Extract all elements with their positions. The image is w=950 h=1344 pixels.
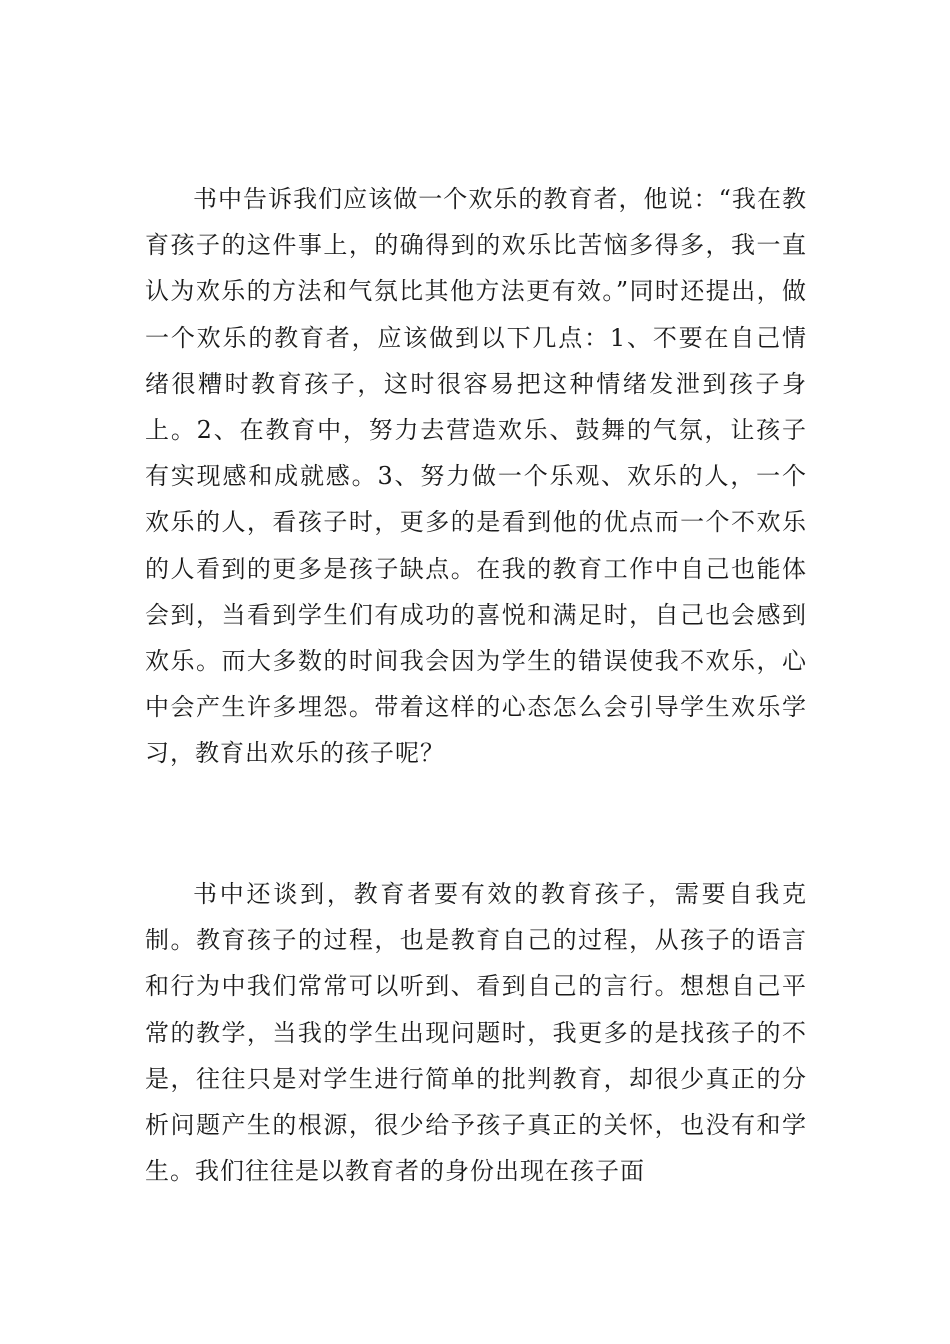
body-paragraph-2: 书中还谈到，教育者要有效的教育孩子，需要自我克制。教育孩子的过程，也是教育自己的过程，从孩子的语言和行为中我们常常可以听到、看到自己的言行。想想自己平常的教学，当我的学生出现问题时，我更多的是找孩子的不是，往往只是对学生进行简单的批判教育，却很少真正的分析问题产生的根源，很少给予孩子真正的关怀，也没有和学生。我们往往是以教育者的身份出现在孩子面 <box>145 880 807 1186</box>
body-paragraph-1: 书中告诉我们应该做一个欢乐的教育者，他说：“我在教育孩子的这件事上，的确得到的欢乐比苦恼多得多，我一直认为欢乐的方法和气氛比其他方法更有效。”同时还提出，做一个欢乐的教育者，应该做到以下几点：1、不要在自己情绪很糟时教育孩子，这时很容易把这种情绪发泄到孩子身上。2、在教育中，努力去营造欢乐、鼓舞的气氛，让孩子有实现感和成就感。3、努力做一个乐观、欢乐的人，一个欢乐的人，看孩子时，更多的是看到他的优点而一个不欢乐的人看到的更多是孩子缺点。在我的教育工作中自己也能体会到，当看到学生们有成功的喜悦和满足时，自己也会感到欢乐。而大多数的时间我会因为学生的错误使我不欢乐，心中会产生许多埋怨。带着这样的心态怎么会引导学生欢乐学习，教育出欢乐的孩子呢？ <box>145 185 807 768</box>
